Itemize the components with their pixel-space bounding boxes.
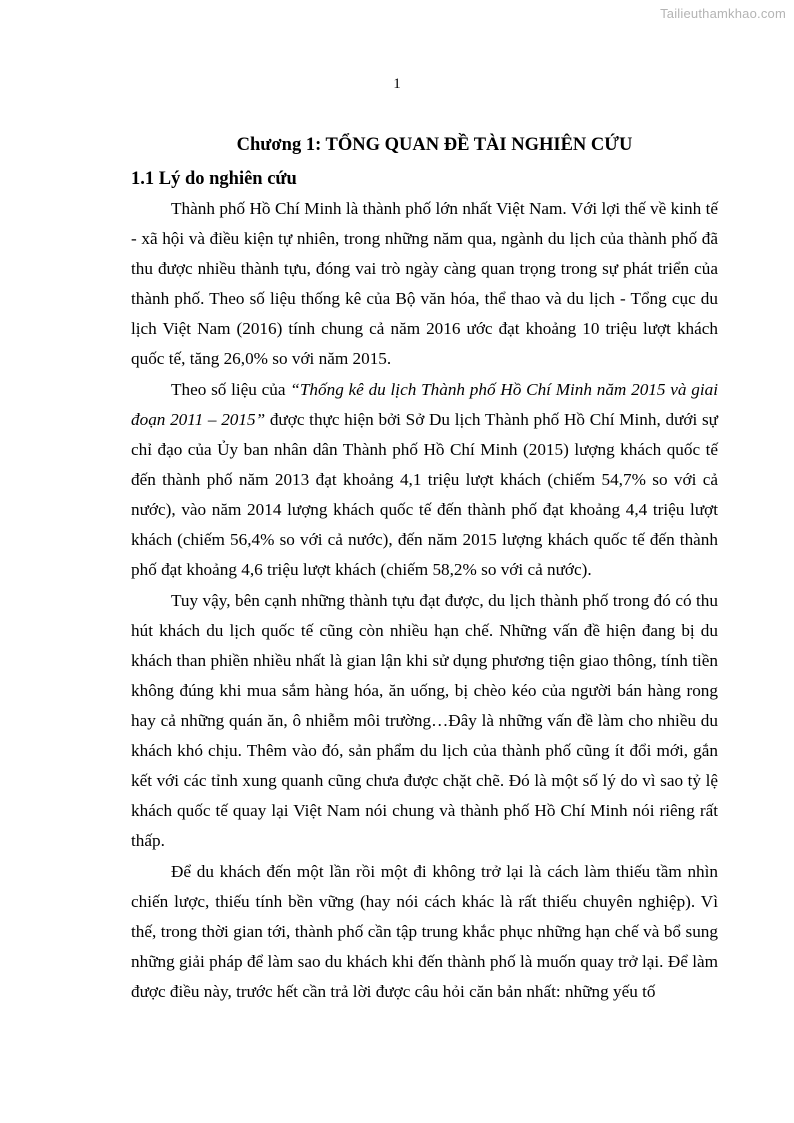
paragraph-2-citation-title: “Thống kê du lịch Thành phố Hồ Chí Minh năm 2015 và giai đoạn 2011 – 2015” <box>131 380 718 429</box>
page-number: 1 <box>393 76 401 92</box>
section-title: 1.1 Lý do nghiên cứu <box>131 169 297 189</box>
paragraph-2-intro: Theo số liệu của <box>171 380 291 399</box>
paragraph-3: Tuy vậy, bên cạnh những thành tựu đạt được, du lịch thành phố trong đó có thu hút khách du lịch quốc tế cũng còn nhiều hạn chế. Những vấn đề hiện đang bị du khách than phiền nhiều nhất là gian lận khi sử dụng phương tiện giao thông, tính tiền không đúng khi mua sắm hàng hóa, ăn uống, bị chèo kéo của người bán hàng rong hay cả những quán ăn, ô nhiễm môi trường…Đây là những vấn đề làm cho nhiều du khách khó chịu. Thêm vào đó, sản phẩm du lịch của thành phố cũng ít đổi mới, gắn kết với các tỉnh xung quanh cũng chưa được chặt chẽ. Đó là một số lý do vì sao tỷ lệ khách quốc tế quay lại Việt Nam nói chung và thành phố Hồ Chí Minh nói riêng rất thấp. <box>131 591 718 850</box>
watermark-text: Tailieuthamkhao.com <box>660 6 786 21</box>
document-body <box>131 130 718 1008</box>
paragraph-2-body: được thực hiện bởi Sở Du lịch Thành phố Hồ Chí Minh, dưới sự chỉ đạo của Ủy ban nhân dân Thành phố Hồ Chí Minh (2015) lượng khách quốc tế đến thành phố năm 2013 đạt khoảng 4,1 triệu lượt khách (chiếm 54,7% so với cả nước), vào năm 2014 lượng khách quốc tế đến thành phố đạt khoảng 4,4 triệu lượt khách (chiếm 56,4% so với cả nước), đến năm 2015 lượng khách quốc tế đến thành phố đạt khoảng 4,6 triệu lượt khách (chiếm 58,2% so với cả nước). <box>131 410 718 579</box>
chapter-title: Chương 1: TỔNG QUAN ĐỀ TÀI NGHIÊN CỨU <box>236 135 633 155</box>
paragraph-1: Thành phố Hồ Chí Minh là thành phố lớn nhất Việt Nam. Với lợi thế về kinh tế - xã hội và điều kiện tự nhiên, trong những năm qua, ngành du lịch của thành phố đã thu được nhiều thành tựu, đóng vai trò ngày càng quan trọng trong sự phát triển của thành phố. Theo số liệu thống kê của Bộ văn hóa, thể thao và du lịch - Tổng cục du lịch Việt Nam (2016) tính chung cả năm 2016 ước đạt khoảng 10 triệu lượt khách quốc tế, tăng 26,0% so với năm 2015. <box>131 199 718 368</box>
paragraph-4: Để du khách đến một lần rồi một đi không trở lại là cách làm thiếu tầm nhìn chiến lược, thiếu tính bền vững (hay nói cách khác là rất thiếu chuyên nghiệp). Vì thế, trong thời gian tới, thành phố cần tập trung khắc phục những hạn chế và bổ sung những giải pháp để làm sao du khách khi đến thành phố là muốn quay trở lại. Để làm được điều này, trước hết cần trả lời được câu hỏi căn bản nhất: những yếu tố <box>131 862 718 1001</box>
paragraph-2 <box>131 375 718 585</box>
